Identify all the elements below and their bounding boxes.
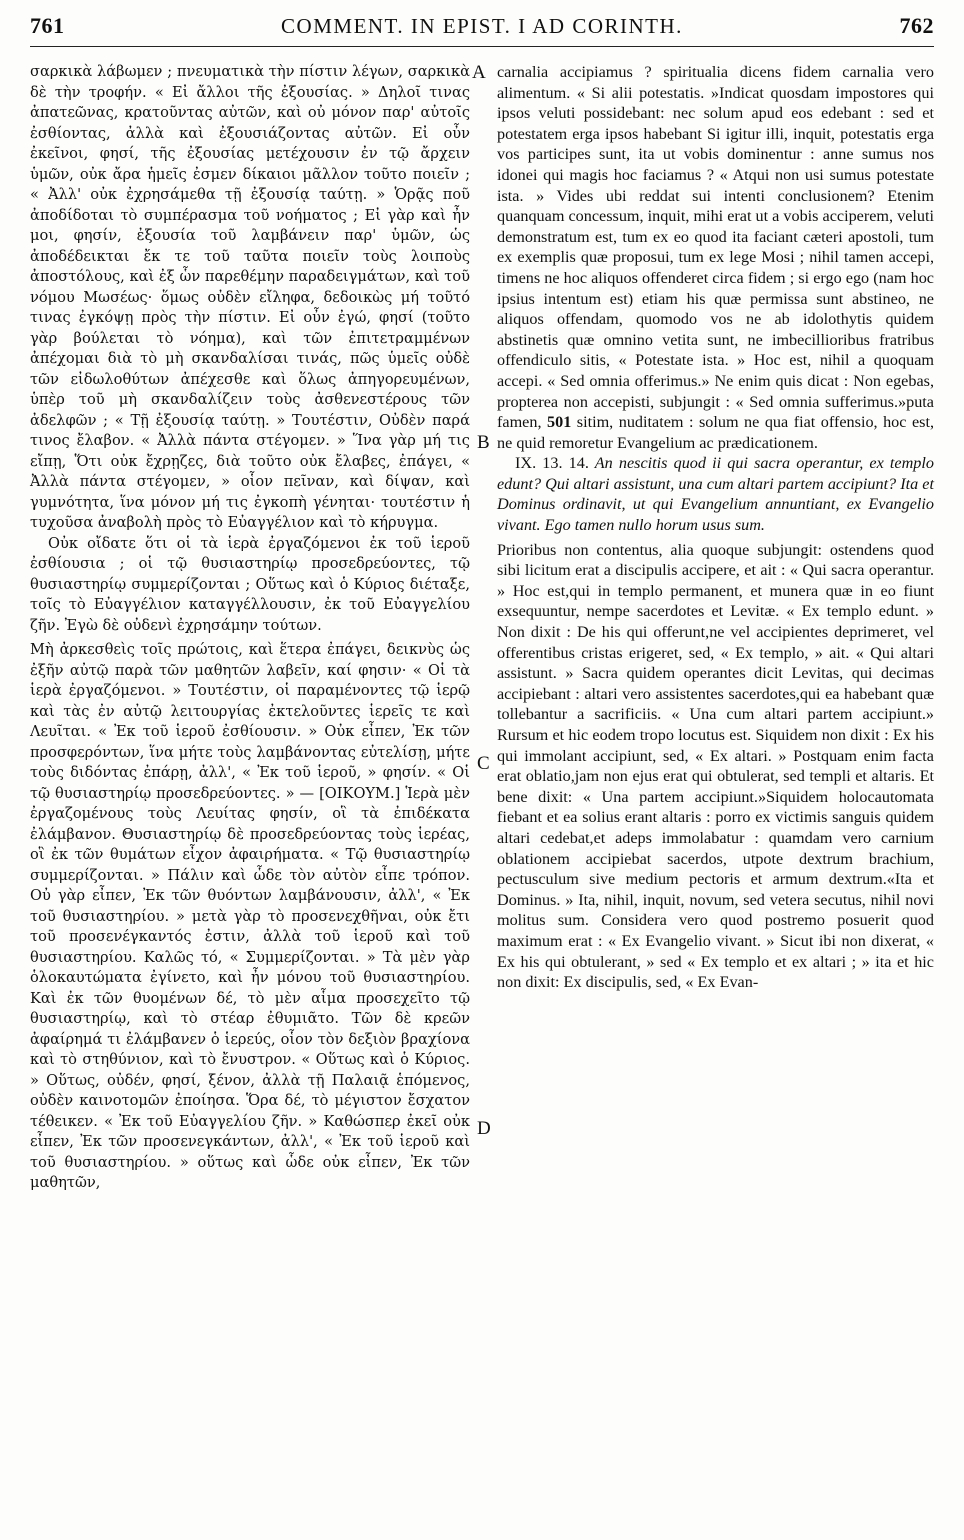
greek-paragraph-2: Οὐκ οἴδατε ὅτι οἱ τὰ ἱερὰ ἐργαζόμενοι ἐκ τοῦ ἱεροῦ ἐσθίουσια ; οἱ τῷ θυσιαστηρίῳ προσεδρεύοντες, τῷ θυσιαστηρίῳ συμμερίζονται ; Οὕτως καὶ ὁ Κύριος διέταξε, τοῖς τὸ Εὐαγγέλιον καταγγέλλουσιν, ἐκ τοῦ Εὐαγγελίου ζῆν. Ἐγὼ δὲ οὐδενὶ ἐχρησάμην τούτων.	[30, 534, 470, 634]
margin-marker-d: D	[477, 1118, 491, 1139]
greek-paragraph-3: Μὴ ἀρκεσθεὶς τοῖς πρώτοις, καὶ ἕτερα ἐπάγει, δεικνὺς ὡς ἐξῆν αὐτῷ παρὰ τῶν μαθητῶν λαβεῖν, καί φησιν· « Οἱ τὰ ἱερὰ ἐργαζόμενοι. » Τουτέστιν, οἱ παραμένοντες τῷ ἱερῷ καὶ τὰς ἐν αὐτῷ λειτουργίας ἐκτελοῦντες ἱερεῖς τε καὶ Λευῖται. « Ἐκ τοῦ ἱεροῦ ἐσθίουσιν. » Οὐκ εἶπεν, Ἐκ τῶν προσφερόντων, ἵνα μήτε τοὺς λαμβάνοντας εὐτελίσῃ, μήτε τοὺς διδόντας ἐπάρῃ, ἀλλ', « Ἐκ τοῦ ἱεροῦ, » φησίν. « Οἱ τῷ θυσιαστηρίῳ προσεδρεύοντες. » — [ΟΙΚΟΥΜ.] Ἱερὰ μὲν ἐργαζομένους τοὺς Λευίτας φησίν, οἳ τὰ ἐπιδέκατα ἐλάμβανον. Θυσιαστηρίῳ δὲ προσεδρεύοντας τοὺς ἱερέας, οἳ ἐκ τῶν θυμάτων εἶχον ἀφαιρήματα. « Τῷ θυσιαστηρίῳ συμμερίζονται. » Πάλιν καὶ ὧδε τὸν αὐτὸν εἶπε τρόπον. Οὐ γὰρ εἶπεν, Ἐκ τῶν θυόντων λαμβάνουσιν, ἀλλ', « Ἐκ τοῦ θυσιαστηρίου. » μετὰ γὰρ τὸ προσενεχθῆναι, οὐκ ἔτι τοῦ προσενέγκαντός ἐστιν, ἀλλὰ τοῦ ἱεροῦ καὶ τοῦ θυσιαστηρίου. Καλῶς τό, « Συμμερίζονται. » Τὰ μὲν γὰρ ὁλοκαυτώματα ἐγίνετο, καὶ ἦν μόνου τοῦ θυσιαστηρίου. Καὶ ἐκ τῶν θυομένων δέ, τὸ μὲν αἷμα προσεχεῖτο τῷ θυσιαστηρίῳ, καὶ τὸ στέαρ ἐθυμιᾶτο. Τῶν δὲ κρεῶν ἀφαίρημά τι ἐλάμβανεν ὁ ἱερεύς, οἷον τὸν δεξιὸν βραχίονα καὶ τὸ στηθύνιον, καὶ τὸ ἔνυστρον. « Οὕτως καὶ ὁ Κύριος. » Οὕτως, οὐδέν, φησί, ξένον, ἀλλὰ τῇ Παλαιᾷ ἑπόμενος, οὐδὲν καινοτομῶν ἐποίησα. Ὅρα δέ, τὸ μέγιστον ἔσχατον τέθεικεν. « Ἐκ τοῦ Εὐαγγελίου ζῆν. » Καθώσπερ ἐκεῖ οὐκ εἶπεν, Ἐκ τῶν προσενεγκάντων, ἀλλ', « Ἐκ τοῦ ἱεροῦ καὶ τοῦ θυσιαστηρίου. » οὕτως καὶ ὧδε οὐκ εἶπεν, Ἐκ τῶν μαθητῶν,	[30, 641, 470, 1191]
left-page-number: 761	[30, 13, 65, 38]
latin-paragraph-1-text: carnalia accipiamus ? spiritualia dicens fidem carnalia vero alimentum. « Si alii potestatis. »Indicat quosdam impostores qui ipsos veluti possidebant: nec solum apud eos edebant : sed et potestatem erga ipsos habebant Si igitur illi, inquit, potestatis erga vos participes sunt, ita ut vobis dominentur : anne sumus nos idonei qui magis hoc faciamus ? « Atqui non usi sumus potestate ista. » Vides ubi reddat sui intenti conclusionem? Etenim quanquam concessum, inquit, mihi erat ut a vobis acciperem, veluti demonstratum est, tum ex eo quod ita faciant cæteri apostoli, tum ex exemplis quæ proposui, tum ex lege Mosi ; nihil tamen accepi, timens ne hoc aliquos offenderet circa fidem ; si ergo ego (nam hoc ipsius intentum est) etiam his quæ permissa sunt abstineo, ne aliquos offendam, quomodo vos ne ab idolothytis quidem abstinetis quæ omnino vetita sunt, ne imbecillioribus fratribus offendiculo sitis, « Potestate ista. » Hoc est, nihil a quoquam accepi. « Sed omnia offerimus.» Ne enim quis dicat : Non egebas, propterea non accepisti, subjungit : « Sed omnia sufferimus.»puta famen,	[497, 63, 934, 432]
running-title: COMMENT. IN EPIST. I AD CORINTH.	[281, 13, 683, 38]
lemma-reference: IX. 13. 14.	[515, 454, 589, 473]
latin-paragraph-1	[497, 62, 934, 453]
margin-marker-c: C	[477, 753, 490, 774]
latin-column	[497, 62, 934, 993]
lemma-text: An nescitis quod ii qui sacra operantur, ex templo edunt? Qui altari assistunt, una cum altari partem accipiunt? Ita et Dominus ordinavit, ut qui Evangelium annuntiant, ex Evangelio vivant. Ego tamen nullo horum usus sum.	[497, 454, 934, 535]
margin-marker-b: B	[477, 432, 490, 453]
scripture-lemma	[497, 453, 934, 535]
margin-marker-a: A	[472, 62, 486, 83]
column-number: 501	[547, 413, 572, 432]
header-rule	[30, 46, 934, 47]
running-header	[30, 8, 934, 44]
latin-paragraph-1-end: sitim, nuditatem : solum ne qua fiat offensio, hoc est, ne quid remoretur Evangelium ac prædicationem.	[497, 413, 934, 452]
greek-paragraph-1: σαρκικὰ λάβωμεν ; πνευματικὰ τὴν πίστιν λέγων, σαρκικὰ δὲ τὴν τροφήν. « Εἰ ἄλλοι τῆς ἐξουσίας. » Δηλοῖ τινας ἀπατεῶνας, κρατοῦντας αὐτῶν, καὶ οὐ μόνον παρ' αὐτοῖς ἐσθίοντας, ἀλλὰ καὶ ἐξουσιάζοντας αὐτῶν. Εἰ οὖν ἐκεῖνοι, φησί, τῆς ἐξουσίας μετέχουσιν ἐν τῷ ἄρχειν ὑμῶν, οὐκ ἄρα ἡμεῖς ἐσμεν δίκαιοι μᾶλλον τοῦτο ποιεῖν ; « Ἀλλ' οὐκ ἐχρησάμεθα τῇ ἐξουσίᾳ ταύτῃ. » Ὁρᾷς ποῦ ἀποδίδοται τὸ συμπέρασμα τοῦ νοήματος ; Εἰ γὰρ καὶ ἦν μοι, φησίν, ἐξουσία τοῦ λαμβάνειν παρ' ὑμῶν, ὡς ἀποδέδεικται ἔκ τε τοῦ ταῦτα ποιεῖν τοὺς λοιποὺς ἀποστόλους, καὶ ἐξ ὧν παρεθέμην παραδειγμάτων, καὶ τοῦ νόμου Μωσέως· ὅμως οὐδὲν εἴληφα, δεδοικὼς μή τοῦτό τινας ἐγκόψῃ πρὸς τὴν πίστιν. Εἰ οὖν ἐγώ, φησί (τοῦτο γὰρ βούλεται τὸ νόημα), καὶ τῶν ἐπιτετραμμένων ἀπέχομαι διὰ τὸ μὴ σκανδαλίσαι τινάς, πῶς ὑμεῖς οὐδὲ τῶν εἰδωλοθύτων ἀπέχεσθε καὶ ὅλως ἀπηγορευμένων, ὑπὲρ τοῦ μὴ σκανδαλίζειν τοὺς ἀσθενεστέρους τῶν ἀδελφῶν ; « Τῇ ἐξουσίᾳ ταύτῃ. » Τουτέστιν, Οὐδὲν παρά τινος ἔλαβον. « Ἀλλὰ πάντα στέγομεν. » Ἵνα γὰρ μή τις εἴπῃ, Ὅτι οὐκ ἔχρῃζες, διὰ τοῦτο οὐκ ἔλαβες, ἐπάγει, « Ἀλλὰ πάντα στέγομεν, » οἷον πεῖναν, καὶ δίψαν, καὶ γυμνότητα, ἵνα μόνον μή τις ἐγκοπὴ γένηται· τουτέστιν ἡ τυχοῦσα ἀναβολὴ πρὸς τὸ Εὐαγγέλιον καὶ τὸ κήρυγμα.	[30, 63, 470, 531]
greek-column	[30, 62, 470, 1194]
right-page-number: 762	[899, 13, 934, 38]
latin-paragraph-2: Prioribus non contentus, alia quoque subjungit: ostendens quod sibi licitum erat a discipulis accipere, et ait : « Qui sacra operantur. » Hoc est,qui in templo permanent, et munera quæ in eo fiunt exsequuntur, nempe sacerdotes et Levitæ. « Ex templo edunt. » Non dixit : De his qui offerunt,ne vel accipientes deprimeret, vel offerentibus cristas erigeret, sed, « Ex templo, » ait. « Qui altari assistunt. » Sacra quidem operantes dicit Levitas, qui decimas accipiebant : altari vero assistentes sacerdotes,qui ea habebant quæ tollebantur a sacrificiis. « Una cum altari partem accipiunt.» Rursum et hic eodem tropo locutus est. Siquidem non dixit : Ex his qui immolant accipiunt, sed, « Ex altari. » Postquam enim facta erat oblatio,jam non ejus erat qui obtulerat, sed templi et altaris. Et bene dixit: « Una partem accipiunt.»Siquidem holocautomata fiebant et ea solius erant altaris : porro ex victimis sanguis quidem altari cedebat,et adeps immolabatur : quamdam vero carnium oblationem accipiebat sacerdos, utpote dextrum brachium, pectusculum sive medium pectoris et armum dextrum.«Ita et Dominus. » Ita, nihil, inquit, novum, sed vetera secutus, nihil novi molitus sum. Considera vero quod postremo posuerit quod maximum erat : « Ex Evangelio vivant. » Sicut ibi non dixerat, « Ex his qui obtulerant, » sed « Ex templo et ex altari ; » ita et hic non dixit: Ex discipulis, sed, « Ex Evan-	[497, 540, 934, 992]
